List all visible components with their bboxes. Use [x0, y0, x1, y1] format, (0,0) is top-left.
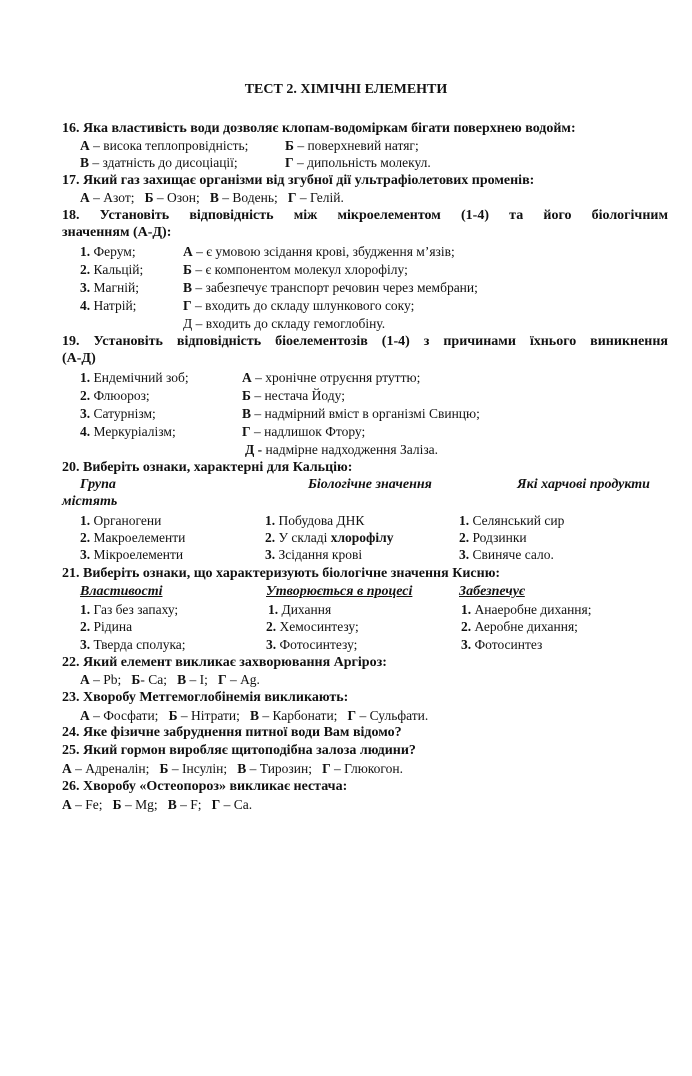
q20-header-food-a: Які харчові продукти	[517, 477, 650, 492]
q20-bio-3: 3. Зсідання крові	[265, 547, 363, 562]
q23-options: А – Фосфати; Б – Нітрати; В – Карбонати; Г – Сульфати.	[80, 708, 429, 723]
q26-options: А – Fe; Б – Mg; В – F; Г – Ca.	[62, 797, 253, 812]
q16-option-b: Б – поверхневий натяг;	[285, 138, 419, 153]
q21-prop-1: 1. Газ без запаху;	[80, 602, 179, 617]
question-19-line2: (А-Д)	[62, 351, 96, 366]
q19-item-2: 2. Флюороз;	[80, 388, 150, 403]
q18-item-3: 3. Магній;	[80, 280, 139, 295]
q19-item-4: 4. Меркуріалізм;	[80, 424, 176, 439]
question-16: 16. Яка властивість води дозволяє клопам-водоміркам бігати поверхнею водойм:	[62, 121, 576, 136]
q20-header-food-b: містять	[62, 494, 118, 509]
q20-header-bio: Біологічне значення	[308, 477, 432, 492]
q19-answer-d: Д - надмірне надходження Заліза.	[245, 442, 439, 457]
q16-option-g: Г – дипольність молекул.	[285, 155, 431, 170]
q17-options: А – Азот; Б – Озон; В – Водень; Г – Гелій.	[80, 190, 344, 205]
q18-answer-g: Г – входить до складу шлункового соку;	[183, 298, 415, 313]
q21-provides-1: 1. Анаеробне дихання;	[461, 602, 592, 617]
q18-answer-a: А – є умовою зсідання крові, збудження м’язів;	[183, 244, 455, 259]
q21-header-process: Утворюється в процесі	[266, 584, 413, 599]
q19-item-1: 1. Ендемічний зоб;	[80, 370, 189, 385]
q22-options: А – Pb; Б- Ca; В – I; Г – Ag.	[80, 672, 260, 687]
q21-provides-2: 2. Аеробне дихання;	[461, 619, 578, 634]
question-25: 25. Який гормон виробляє щитоподібна залоза людини?	[62, 743, 416, 758]
q18-answer-v: В – забезпечує транспорт речовин через мембрани;	[183, 280, 478, 295]
q21-process-1: 1. Дихання	[268, 602, 332, 617]
q18-item-2: 2. Кальцій;	[80, 262, 144, 277]
q18-item-4: 4. Натрій;	[80, 298, 137, 313]
q21-process-3: 3. Фотосинтезу;	[266, 637, 358, 652]
q18-answer-b: Б – є компонентом молекул хлорофілу;	[183, 262, 408, 277]
q20-group-2: 2. Макроелементи	[80, 530, 186, 545]
q18-item-1: 1. Ферум;	[80, 244, 136, 259]
q18-answer-d: Д – входить до складу гемоглобіну.	[183, 316, 386, 331]
q21-prop-2: 2. Рідина	[80, 619, 133, 634]
q16-option-a: А – висока теплопровідність;	[80, 138, 249, 153]
q19-answer-v: В – надмірний вміст в організмі Свинцю;	[242, 406, 480, 421]
q19-answer-b: Б – нестача Йоду;	[242, 388, 345, 403]
q19-answer-g: Г – надлишок Фтору;	[242, 424, 366, 439]
q20-bio-2: 2. У складі хлорофілу	[265, 530, 394, 545]
q16-option-v: В – здатність до дисоціації;	[80, 155, 238, 170]
q21-process-2: 2. Хемосинтезу;	[266, 619, 359, 634]
q25-options: А – Адреналін; Б – Інсулін; В – Тирозин; Г – Глюкогон.	[62, 761, 403, 776]
q20-food-3: 3. Свиняче сало.	[459, 547, 554, 562]
q20-food-2: 2. Родзинки	[459, 530, 527, 545]
q21-prop-3: 3. Тверда сполука;	[80, 637, 186, 652]
q20-group-1: 1. Органогени	[80, 513, 162, 528]
q21-header-provides: Забезпечує	[459, 584, 525, 599]
question-21: 21. Виберіть ознаки, що характеризують біологічне значення Кисню:	[62, 566, 501, 581]
question-26: 26. Хворобу «Остеопороз» викликає нестача:	[62, 779, 348, 794]
question-20: 20. Виберіть ознаки, характерні для Кальцію:	[62, 460, 353, 475]
question-19-line1: 19. Установіть відповідність біоелементозів (1-4) з причинами їхнього виникнення	[62, 334, 668, 349]
question-18-line1: 18. Установіть відповідність між мікроелементом (1-4) та його біологічним	[62, 208, 668, 223]
q20-group-3: 3. Мікроелементи	[80, 547, 184, 562]
question-23: 23. Хворобу Метгемоглобінемія викликають:	[62, 690, 349, 705]
q19-item-3: 3. Сатурнізм;	[80, 406, 156, 421]
test-title: ТЕСТ 2. ХІМІЧНІ ЕЛЕМЕНТИ	[244, 82, 448, 97]
question-24: 24. Яке фізичне забруднення питної води Вам відомо?	[62, 725, 402, 740]
q21-header-props: Властивості	[80, 584, 163, 599]
q20-header-group: Група	[80, 477, 116, 492]
q20-bio-1: 1. Побудова ДНК	[265, 513, 365, 528]
question-22: 22. Який елемент викликає захворювання Аргіроз:	[62, 655, 387, 670]
q20-food-1: 1. Селянський сир	[459, 513, 565, 528]
q21-provides-3: 3. Фотосинтез	[461, 637, 543, 652]
question-18-line2: значенням (А-Д):	[62, 225, 172, 240]
q19-answer-a: А – хронічне отруєння ртуттю;	[242, 370, 421, 385]
question-17: 17. Який газ захищає організми від згубної дії ультрафіолетових променів:	[62, 173, 535, 188]
